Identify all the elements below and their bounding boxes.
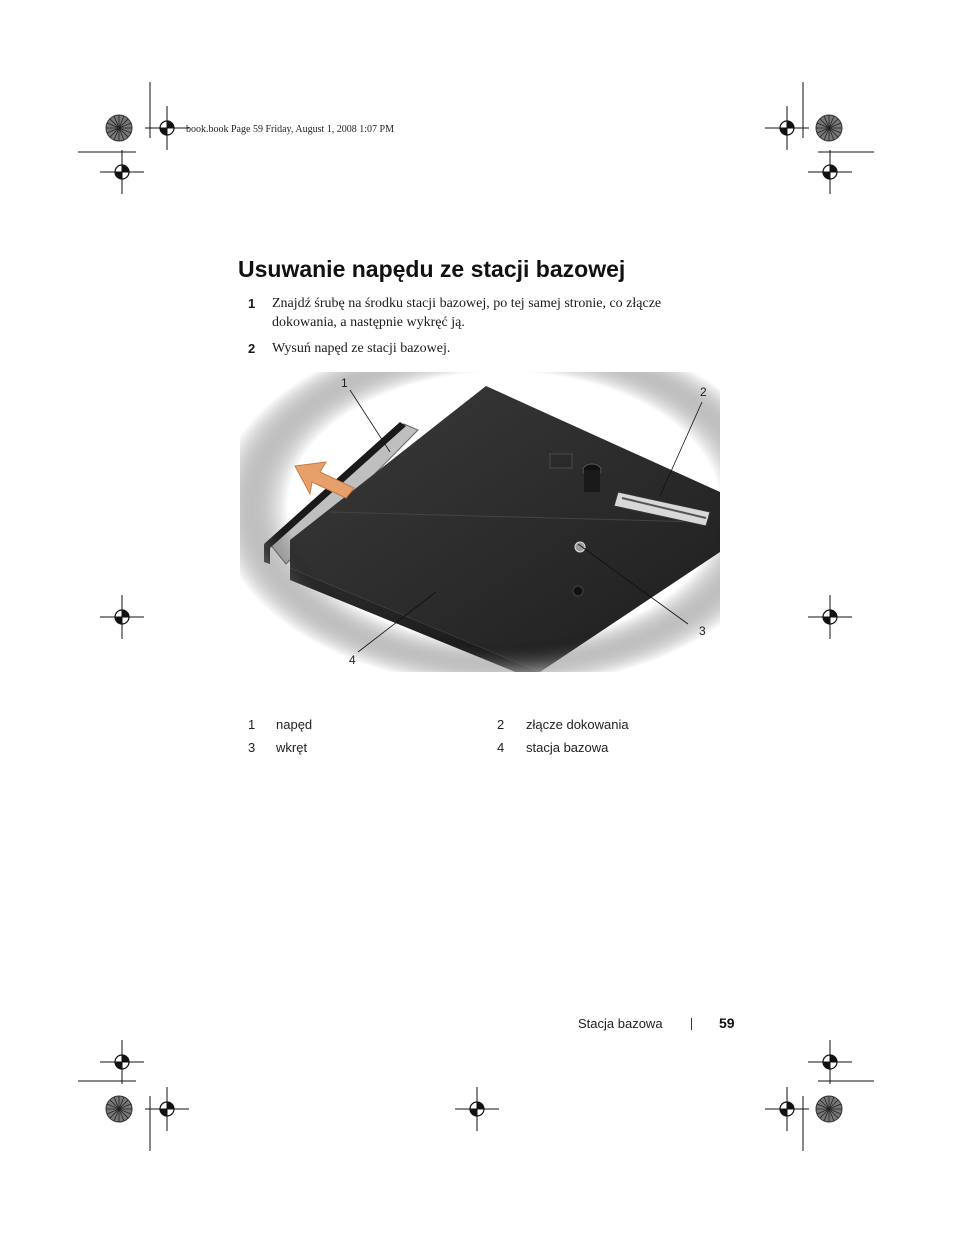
page-number: 59 (719, 1015, 735, 1031)
step-number: 2 (248, 341, 256, 356)
legend-label: wkręt (276, 740, 308, 755)
callout-label: 3 (699, 624, 706, 638)
legend-label: stacja bazowa (526, 740, 609, 755)
page-title: Usuwanie napędu ze stacji bazowej (238, 256, 626, 282)
registration-target-icon (765, 1087, 809, 1131)
registration-target-icon (808, 1040, 852, 1084)
registration-target-icon (808, 150, 852, 194)
step-number: 1 (248, 296, 256, 311)
step-text: Wysuń napęd ze stacji bazowej. (272, 341, 451, 356)
book-info-slug: book.book Page 59 Friday, August 1, 2008 1:07 PM (186, 124, 394, 135)
registration-target-icon (145, 106, 189, 150)
callout-label: 2 (700, 385, 707, 399)
callout-label: 1 (341, 376, 348, 390)
legend-label: złącze dokowania (526, 717, 629, 732)
registration-target-icon (455, 1087, 499, 1131)
callout-label: 4 (349, 653, 356, 667)
legend-number: 1 (248, 717, 256, 732)
step-item (248, 339, 728, 359)
registration-target-icon (100, 595, 144, 639)
registration-target-icon (808, 595, 852, 639)
legend-number: 3 (248, 740, 256, 755)
media-base-figure (240, 372, 720, 672)
footer-section-title: Stacja bazowa (578, 1016, 663, 1031)
legend-number: 2 (497, 717, 505, 732)
registration-star-icon (816, 1096, 842, 1122)
registration-target-icon (100, 1040, 144, 1084)
legend-label: napęd (276, 717, 313, 732)
legend-number: 4 (497, 740, 505, 755)
registration-target-icon (765, 106, 809, 150)
registration-star-icon (816, 115, 842, 141)
registration-star-icon (106, 115, 132, 141)
step-text: Znajdź śrubę na środku stacji bazowej, po tej samej stronie, co złącze dokowania, a następnie wykręć ją. (272, 296, 662, 330)
registration-star-icon (106, 1096, 132, 1122)
registration-target-icon (145, 1087, 189, 1131)
footer-divider (691, 1018, 692, 1030)
step-item (248, 294, 728, 334)
registration-target-icon (100, 150, 144, 194)
media-base-illustration (240, 372, 720, 672)
